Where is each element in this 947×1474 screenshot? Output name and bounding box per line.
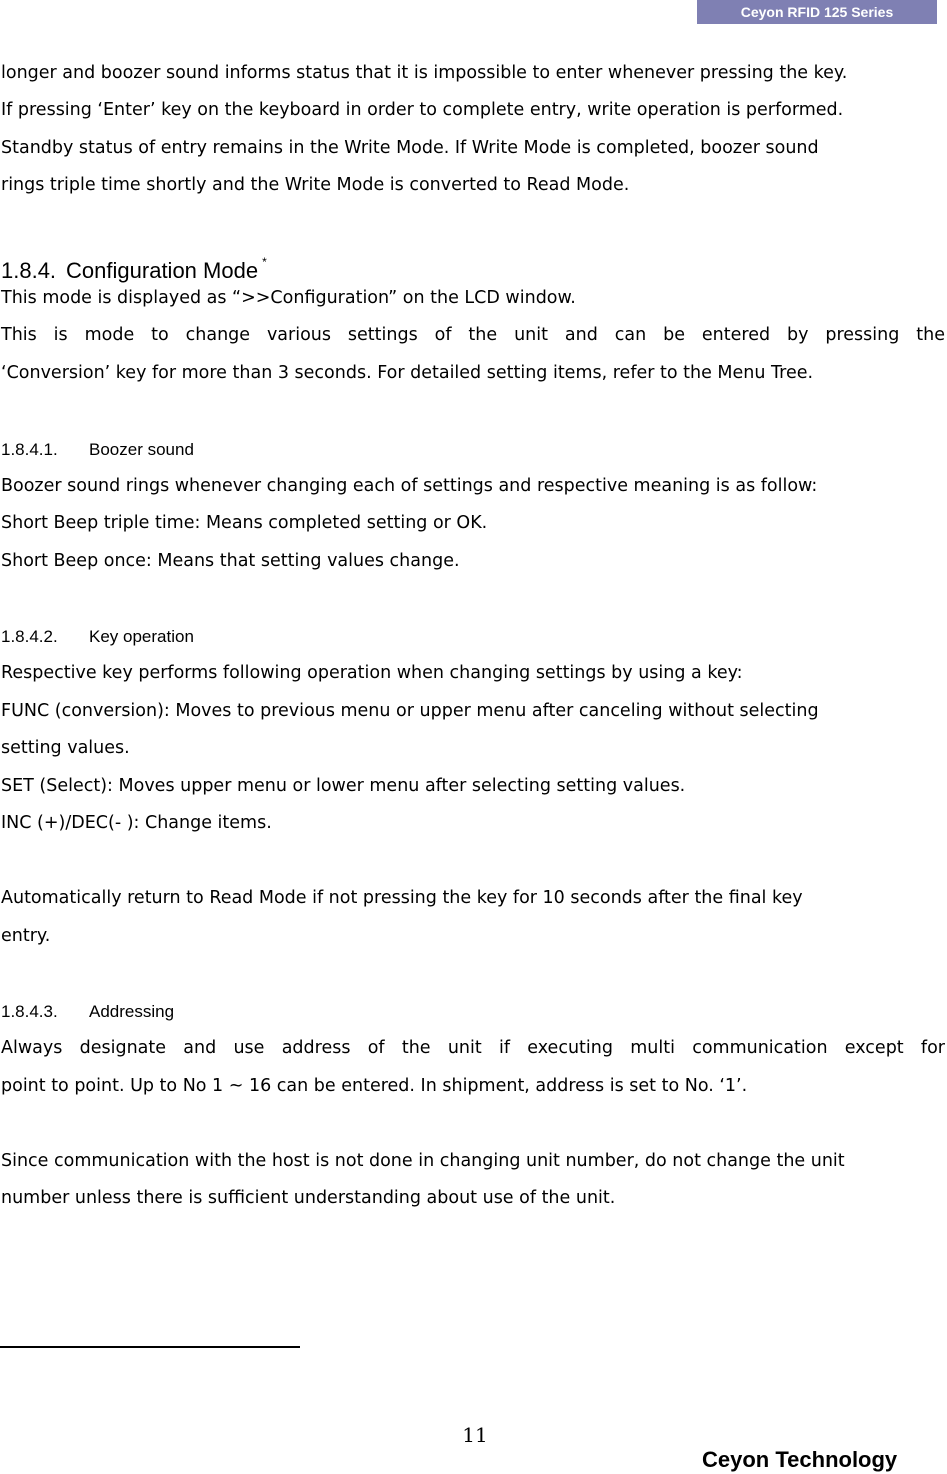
body-line: SET (Select): Moves upper menu or lower menu after selecting setting values. xyxy=(1,776,686,796)
body-line: Short Beep once: Means that setting values change. xyxy=(1,551,460,571)
subsection-title: Boozer sound xyxy=(89,440,194,459)
section-number: 1.8.4. xyxy=(1,258,57,283)
body-line: INC (+)/DEC(- ): Change items. xyxy=(1,813,272,833)
body-line: ‘Conversion’ key for more than 3 seconds. For detailed setting items, refer to the Menu Tree. xyxy=(1,363,814,383)
body-line: Boozer sound rings whenever changing each of settings and respective meaning is as follow: xyxy=(1,476,818,496)
page-number: 11 xyxy=(462,1423,488,1447)
body-line: Always designate and use address of the unit if executing multi communication except for xyxy=(1,1038,945,1058)
section-title: Configuration Mode xyxy=(66,258,259,283)
body-line: point to point. Up to No 1 ~ 16 can be entered. In shipment, address is set to No. ‘1’. xyxy=(1,1076,748,1096)
body-line: number unless there is sufficient understanding about use of the unit. xyxy=(1,1188,616,1208)
body-line: setting values. xyxy=(1,738,130,758)
series-header-badge: Ceyon RFID 125 Series xyxy=(697,0,937,24)
body-line: Since communication with the host is not done in changing unit number, do not change the unit xyxy=(1,1151,845,1171)
footnote-separator xyxy=(0,1346,300,1348)
body-line: If pressing ‘Enter’ key on the keyboard in order to complete entry, write operation is performed. xyxy=(1,100,844,120)
body-line: This is mode to change various settings of the unit and can be entered by pressing the xyxy=(1,325,945,345)
subsection-heading xyxy=(1,625,194,649)
footer-company-name: Ceyon Technology xyxy=(702,1447,898,1472)
footnote-marker: * xyxy=(262,255,267,269)
body-line: Standby status of entry remains in the Write Mode. If Write Mode is completed, boozer sound xyxy=(1,138,819,158)
body-line: Automatically return to Read Mode if not pressing the key for 10 seconds after the final key xyxy=(1,888,803,908)
body-line: entry. xyxy=(1,926,51,946)
subsection-heading xyxy=(1,438,194,462)
subsection-title: Key operation xyxy=(89,627,194,646)
subsection-number: 1.8.4.2. xyxy=(1,627,58,646)
subsection-number: 1.8.4.3. xyxy=(1,1002,58,1021)
subsection-title: Addressing xyxy=(89,1002,175,1021)
subsection-heading xyxy=(1,1000,174,1024)
body-line: rings triple time shortly and the Write Mode is converted to Read Mode. xyxy=(1,175,630,195)
body-line: Respective key performs following operation when changing settings by using a key: xyxy=(1,663,743,683)
subsection-number: 1.8.4.1. xyxy=(1,440,58,459)
body-line: This mode is displayed as “>>Configuration” on the LCD window. xyxy=(1,288,576,308)
body-line: FUNC (conversion): Moves to previous menu or upper menu after canceling without selecting xyxy=(1,701,819,721)
body-line: longer and boozer sound informs status that it is impossible to enter whenever pressing the key. xyxy=(1,63,848,83)
body-line: Short Beep triple time: Means completed setting or OK. xyxy=(1,513,488,533)
